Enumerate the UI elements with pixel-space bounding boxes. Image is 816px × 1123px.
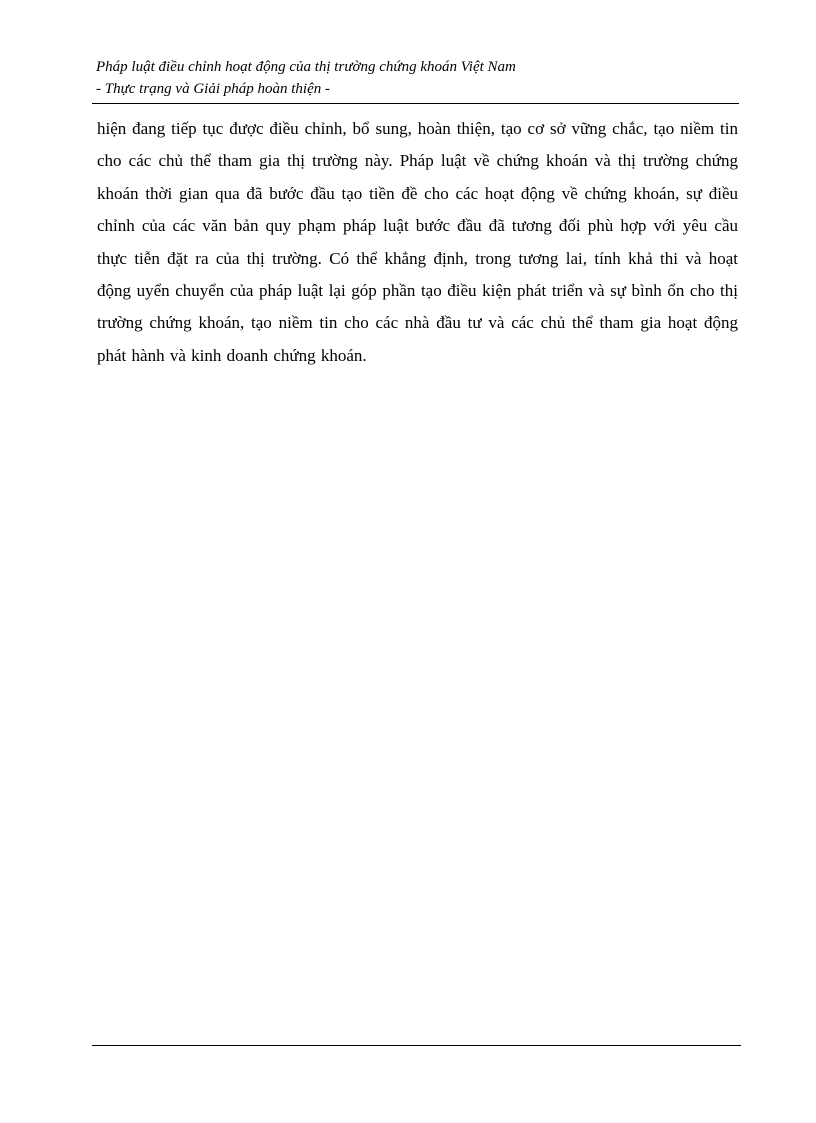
header-title: Pháp luật điều chỉnh hoạt động của thị trường chứng khoán Việt Nam [96,59,516,75]
header-divider [92,103,739,104]
body-paragraph: hiện đang tiếp tục được điều chỉnh, bổ sung, hoàn thiện, tạo cơ sở vững chắc, tạo niềm tin cho các chủ thể tham gia thị trường này. Pháp luật về chứng khoán và thị trường chứng khoán thời gian qua đã bước đầu tạo tiền đề cho các hoạt động về chứng khoán, sự điều chỉnh của các văn bản quy phạm pháp luật bước đầu đã tương đối phù hợp với yêu cầu thực tiễn đặt ra của thị trường. Có thể khẳng định, trong tương lai, tính khả thi và hoạt động uyển chuyển của pháp luật lại góp phần tạo điều kiện phát triển và sự bình ổn cho thị trường chứng khoán, tạo niềm tin cho các nhà đầu tư và các chủ thể tham gia hoạt động phát hành và kinh doanh chứng khoán. [97,119,738,365]
running-header [96,56,739,100]
footer-divider [92,1045,741,1046]
header-subtitle: - Thực trạng và Giải pháp hoàn thiện - [96,81,330,97]
